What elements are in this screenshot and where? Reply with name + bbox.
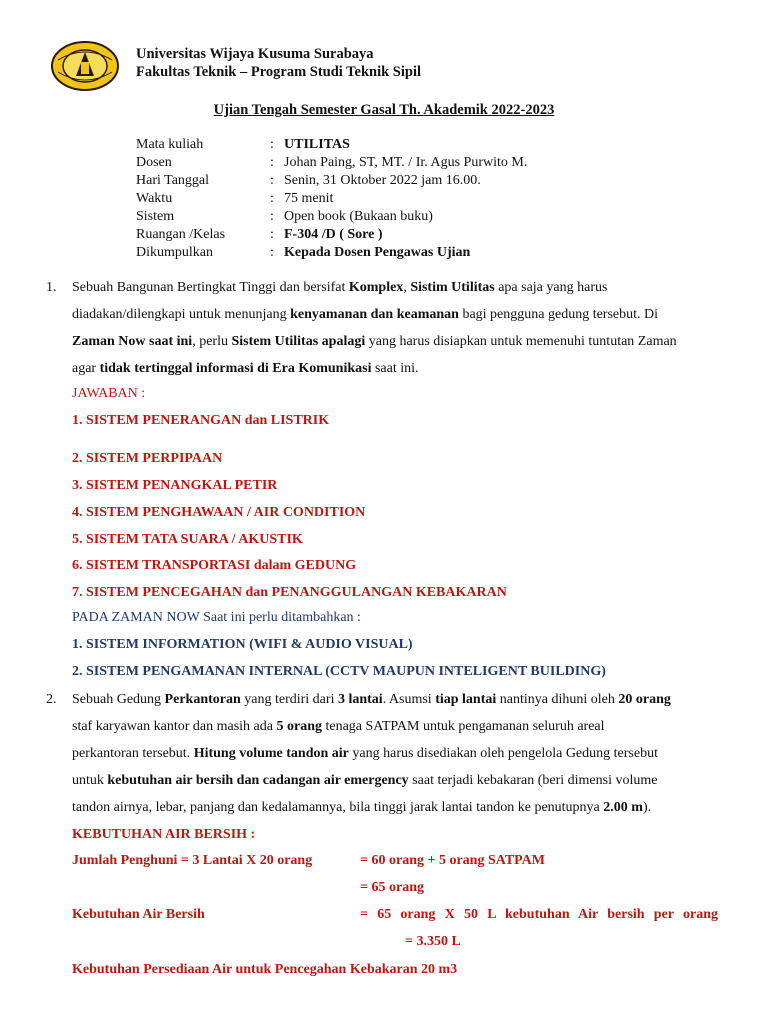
university-name: Universitas Wijaya Kusuma Surabaya bbox=[136, 46, 374, 62]
question-1-number: 1. bbox=[46, 280, 57, 295]
info-value: 75 menit bbox=[284, 191, 334, 206]
answer-1-item: 3. SISTEM PENANGKAL PETIR bbox=[72, 478, 278, 493]
answer-1-item: 5. SISTEM TATA SUARA / AKUSTIK bbox=[72, 532, 303, 547]
info-key: Hari Tanggal bbox=[136, 173, 210, 188]
info-value: Senin, 31 Oktober 2022 jam 16.00. bbox=[284, 173, 481, 188]
info-colon: : bbox=[270, 173, 274, 188]
calc-water-value: = 65 orang X 50 L kebutuhan Air bersih per orang bbox=[360, 907, 718, 922]
info-key: Ruangan /Kelas bbox=[136, 227, 226, 242]
calc-fire-reserve-label: Kebutuhan Persediaan Air untuk Pencegahan Kebakaran 20 m3 bbox=[72, 962, 458, 977]
calc-occupants-total: = 65 orang bbox=[360, 880, 424, 895]
answer-1-item: 6. SISTEM TRANSPORTASI dalam GEDUNG bbox=[72, 558, 357, 573]
university-seal-icon bbox=[50, 40, 120, 92]
calc-water-total: = 3.350 L bbox=[405, 934, 461, 949]
university-logo bbox=[50, 40, 120, 92]
info-colon: : bbox=[270, 191, 274, 206]
info-colon: : bbox=[270, 209, 274, 224]
question-2-number: 2. bbox=[46, 692, 57, 707]
info-key: Sistem bbox=[136, 209, 175, 224]
question-1-text: Sebuah Bangunan Bertingkat Tinggi dan bersifat Komplex, Sistim Utilitas apa saja yang harus diadakan/dilengkapi untuk menunjang kenyamanan dan keamanan bagi pengguna gedung tersebut. Di Zaman Now saat ini, perlu Sistem Utilitas apalagi yang harus disiapkan untuk memenuhi tuntutan Zaman agar tidak tertinggal informasi di Era Komunikasi saat ini. bbox=[72, 280, 677, 376]
zaman-now-item: 1. SISTEM INFORMATION (WIFI & AUDIO VISUAL) bbox=[72, 637, 413, 652]
info-colon: : bbox=[270, 245, 274, 260]
info-value: F-304 /D ( Sore ) bbox=[284, 227, 383, 242]
info-key: Waktu bbox=[136, 191, 173, 206]
info-value: Open book (Bukaan buku) bbox=[284, 209, 433, 224]
info-value: Johan Paing, ST, MT. / Ir. Agus Purwito M. bbox=[284, 155, 528, 170]
zaman-now-item: 2. SISTEM PENGAMANAN INTERNAL (CCTV MAUPUN INTELIGENT BUILDING) bbox=[72, 664, 606, 679]
answer-1-item: 4. SISTEM PENGHAWAAN / AIR CONDITION bbox=[72, 505, 366, 520]
calc-occupants-value: = 60 orang + 5 orang SATPAM bbox=[360, 853, 545, 868]
calc-water-label: Kebutuhan Air Bersih bbox=[72, 907, 205, 922]
info-colon: : bbox=[270, 155, 274, 170]
zaman-now-heading: PADA ZAMAN NOW Saat ini perlu ditambahkan : bbox=[72, 610, 361, 625]
answer-1-item: 7. SISTEM PENCEGAHAN dan PENANGGULANGAN KEBAKARAN bbox=[72, 585, 507, 600]
info-colon: : bbox=[270, 137, 274, 152]
info-value: UTILITAS bbox=[284, 137, 350, 152]
answer-1-item: 1. SISTEM PENERANGAN dan LISTRIK bbox=[72, 413, 330, 428]
info-colon: : bbox=[270, 227, 274, 242]
faculty-name: Fakultas Teknik – Program Studi Teknik Sipil bbox=[136, 64, 422, 80]
info-key: Dikumpulkan bbox=[136, 245, 213, 260]
info-value: Kepada Dosen Pengawas Ujian bbox=[284, 245, 471, 260]
exam-title: Ujian Tengah Semester Gasal Th. Akademik 2022-2023 bbox=[213, 102, 555, 118]
question-2-text: Sebuah Gedung Perkantoran yang terdiri dari 3 lantai. Asumsi tiap lantai nantinya dihuni oleh 20 orang staf karyawan kantor dan masih ada 5 orang tenaga SATPAM untuk pengamanan seluruh areal perkantoran tersebut. Hitung volume tandon air yang harus disediakan oleh pengelola Gedung tersebut untuk kebutuhan air bersih dan cadangan air emergency saat terjadi kebakaran (beri dimensi volume tandon airnya, lebar, panjang dan kedalamannya, bila tinggi jarak lantai tandon ke penutupnya 2.00 m). bbox=[72, 692, 671, 815]
answer-2-heading: KEBUTUHAN AIR BERSIH : bbox=[72, 827, 256, 842]
answer-1-heading: JAWABAN : bbox=[72, 386, 146, 401]
answer-1-item: 2. SISTEM PERPIPAAN bbox=[72, 451, 223, 466]
info-key: Mata kuliah bbox=[136, 137, 204, 152]
calc-occupants-label: Jumlah Penghuni = 3 Lantai X 20 orang bbox=[72, 853, 313, 868]
info-key: Dosen bbox=[136, 155, 172, 170]
